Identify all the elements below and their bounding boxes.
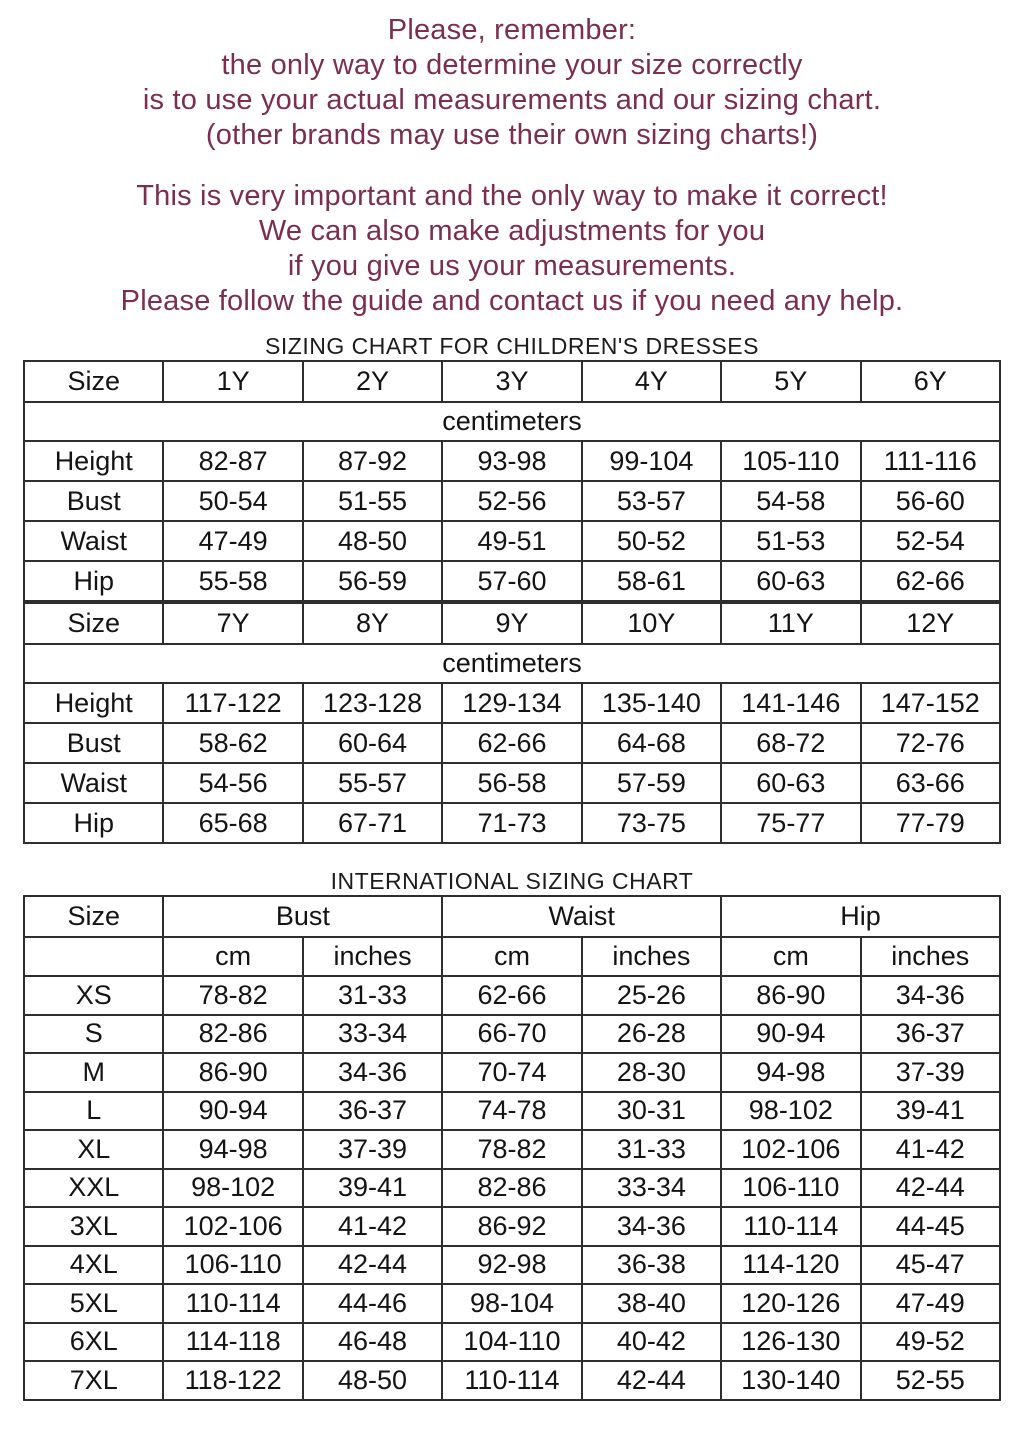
size-value-cell: 52-55 xyxy=(861,1361,1000,1400)
size-label: L xyxy=(24,1092,163,1131)
column-header: 2Y xyxy=(303,361,442,402)
measurement-row xyxy=(24,683,1000,723)
column-header: 11Y xyxy=(721,603,860,644)
size-value-cell: 51-55 xyxy=(303,481,442,521)
size-value-cell: 86-90 xyxy=(721,976,860,1015)
size-row xyxy=(24,1246,1000,1285)
size-value-cell: 62-66 xyxy=(442,976,581,1015)
intro-line: (other brands may use their own sizing charts!) xyxy=(205,119,819,151)
unit-row xyxy=(24,402,1000,441)
group-header-row xyxy=(24,896,1000,937)
size-value-cell: 41-42 xyxy=(303,1207,442,1246)
column-header: Size xyxy=(24,361,163,402)
size-row xyxy=(24,1284,1000,1323)
size-value-cell: 55-57 xyxy=(303,763,442,803)
size-header-row xyxy=(24,361,1000,402)
size-label: 6XL xyxy=(24,1323,163,1362)
size-value-cell: 57-59 xyxy=(582,763,721,803)
size-value-cell: 94-98 xyxy=(721,1053,860,1092)
column-header: 4Y xyxy=(582,361,721,402)
column-header: 7Y xyxy=(163,603,302,644)
unit-header: cm xyxy=(442,937,581,976)
unit-header: cm xyxy=(721,937,860,976)
size-value-cell: 77-79 xyxy=(861,803,1000,843)
size-value-cell: 126-130 xyxy=(721,1323,860,1362)
size-value-cell: 123-128 xyxy=(303,683,442,723)
size-value-cell: 78-82 xyxy=(163,976,302,1015)
size-value-cell: 98-102 xyxy=(721,1092,860,1131)
size-value-cell: 90-94 xyxy=(163,1092,302,1131)
size-value-cell: 86-92 xyxy=(442,1207,581,1246)
size-value-cell: 36-37 xyxy=(303,1092,442,1131)
size-label: 3XL xyxy=(24,1207,163,1246)
size-value-cell: 118-122 xyxy=(163,1361,302,1400)
intro-line: Please follow the guide and contact us if you need any help. xyxy=(120,285,904,317)
size-value-cell: 36-37 xyxy=(861,1015,1000,1054)
size-value-cell: 120-126 xyxy=(721,1284,860,1323)
unit-header: inches xyxy=(861,937,1000,976)
size-label: S xyxy=(24,1015,163,1054)
intro-line: if you give us your measurements. xyxy=(287,250,737,282)
size-value-cell: 73-75 xyxy=(582,803,721,843)
size-row xyxy=(24,976,1000,1015)
intro-text xyxy=(0,0,1024,319)
size-row xyxy=(24,1130,1000,1169)
size-value-cell: 50-54 xyxy=(163,481,302,521)
size-value-cell: 98-104 xyxy=(442,1284,581,1323)
row-label: Bust xyxy=(24,723,163,763)
size-value-cell: 33-34 xyxy=(303,1015,442,1054)
size-value-cell: 104-110 xyxy=(442,1323,581,1362)
intro-paragraph-1 xyxy=(0,13,1024,153)
size-value-cell: 106-110 xyxy=(721,1169,860,1208)
unit-label: centimeters xyxy=(24,644,1000,683)
size-value-cell: 110-114 xyxy=(163,1284,302,1323)
size-value-cell: 51-53 xyxy=(721,521,860,561)
size-value-cell: 49-51 xyxy=(442,521,581,561)
row-label: Waist xyxy=(24,521,163,561)
size-value-cell: 33-34 xyxy=(582,1169,721,1208)
intro-paragraph-2 xyxy=(0,179,1024,319)
size-row xyxy=(24,1015,1000,1054)
size-value-cell: 82-87 xyxy=(163,441,302,481)
size-value-cell: 106-110 xyxy=(163,1246,302,1285)
size-value-cell: 37-39 xyxy=(861,1053,1000,1092)
size-value-cell: 114-118 xyxy=(163,1323,302,1362)
size-value-cell: 36-38 xyxy=(582,1246,721,1285)
size-row xyxy=(24,1323,1000,1362)
size-value-cell: 40-42 xyxy=(582,1323,721,1362)
size-row xyxy=(24,1053,1000,1092)
size-value-cell: 60-63 xyxy=(721,561,860,601)
size-value-cell: 72-76 xyxy=(861,723,1000,763)
international-chart-title: INTERNATIONAL SIZING CHART xyxy=(330,868,694,894)
size-value-cell: 41-42 xyxy=(861,1130,1000,1169)
size-value-cell: 64-68 xyxy=(582,723,721,763)
size-value-cell: 82-86 xyxy=(163,1015,302,1054)
size-value-cell: 67-71 xyxy=(303,803,442,843)
measurement-row xyxy=(24,521,1000,561)
measurement-row xyxy=(24,803,1000,843)
size-value-cell: 71-73 xyxy=(442,803,581,843)
size-value-cell: 63-66 xyxy=(861,763,1000,803)
size-value-cell: 105-110 xyxy=(721,441,860,481)
size-value-cell: 58-61 xyxy=(582,561,721,601)
column-header: 9Y xyxy=(442,603,581,644)
column-header: 12Y xyxy=(861,603,1000,644)
size-value-cell: 45-47 xyxy=(861,1246,1000,1285)
size-header-row xyxy=(24,603,1000,644)
row-label: Waist xyxy=(24,763,163,803)
size-row xyxy=(24,1092,1000,1131)
measurement-row xyxy=(24,441,1000,481)
unit-header: inches xyxy=(582,937,721,976)
size-value-cell: 55-58 xyxy=(163,561,302,601)
children-size-table-2 xyxy=(23,602,1001,844)
size-row xyxy=(24,1361,1000,1400)
measurement-row xyxy=(24,561,1000,601)
size-value-cell: 129-134 xyxy=(442,683,581,723)
size-value-cell: 111-116 xyxy=(861,441,1000,481)
size-label: 5XL xyxy=(24,1284,163,1323)
row-label: Bust xyxy=(24,481,163,521)
international-size-table xyxy=(23,895,1001,1401)
size-value-cell: 54-58 xyxy=(721,481,860,521)
size-value-cell: 86-90 xyxy=(163,1053,302,1092)
size-value-cell: 42-44 xyxy=(303,1246,442,1285)
children-size-table-1 xyxy=(23,360,1001,602)
column-header: Size xyxy=(24,896,163,937)
children-chart-title: SIZING CHART FOR CHILDREN'S DRESSES xyxy=(265,333,759,359)
size-value-cell: 44-45 xyxy=(861,1207,1000,1246)
size-value-cell: 78-82 xyxy=(442,1130,581,1169)
size-row xyxy=(24,1207,1000,1246)
intro-line: This is very important and the only way to make it correct! xyxy=(136,180,888,212)
row-label: Hip xyxy=(24,803,163,843)
size-value-cell: 65-68 xyxy=(163,803,302,843)
size-value-cell: 102-106 xyxy=(163,1207,302,1246)
size-value-cell: 42-44 xyxy=(861,1169,1000,1208)
size-value-cell: 110-114 xyxy=(442,1361,581,1400)
size-value-cell: 31-33 xyxy=(582,1130,721,1169)
size-value-cell: 47-49 xyxy=(163,521,302,561)
size-value-cell: 70-74 xyxy=(442,1053,581,1092)
size-value-cell: 99-104 xyxy=(582,441,721,481)
size-value-cell: 37-39 xyxy=(303,1130,442,1169)
size-value-cell: 117-122 xyxy=(163,683,302,723)
group-header: Waist xyxy=(442,896,721,937)
size-value-cell: 66-70 xyxy=(442,1015,581,1054)
size-value-cell: 93-98 xyxy=(442,441,581,481)
size-value-cell: 110-114 xyxy=(721,1207,860,1246)
size-value-cell: 56-60 xyxy=(861,481,1000,521)
row-label: Hip xyxy=(24,561,163,601)
column-header: Size xyxy=(24,603,163,644)
size-value-cell: 114-120 xyxy=(721,1246,860,1285)
size-value-cell: 92-98 xyxy=(442,1246,581,1285)
size-value-cell: 62-66 xyxy=(442,723,581,763)
size-value-cell: 30-31 xyxy=(582,1092,721,1131)
size-value-cell: 82-86 xyxy=(442,1169,581,1208)
size-value-cell: 135-140 xyxy=(582,683,721,723)
column-header: 10Y xyxy=(582,603,721,644)
size-value-cell: 44-46 xyxy=(303,1284,442,1323)
intro-line: We can also make adjustments for you xyxy=(258,215,766,247)
size-value-cell: 25-26 xyxy=(582,976,721,1015)
unit-header: inches xyxy=(303,937,442,976)
size-value-cell: 57-60 xyxy=(442,561,581,601)
empty-cell xyxy=(24,937,163,976)
size-value-cell: 56-59 xyxy=(303,561,442,601)
row-label: Height xyxy=(24,441,163,481)
unit-header: cm xyxy=(163,937,302,976)
size-label: 7XL xyxy=(24,1361,163,1400)
size-value-cell: 53-57 xyxy=(582,481,721,521)
size-value-cell: 87-92 xyxy=(303,441,442,481)
size-value-cell: 90-94 xyxy=(721,1015,860,1054)
group-header: Hip xyxy=(721,896,1000,937)
column-header: 3Y xyxy=(442,361,581,402)
measurement-row xyxy=(24,723,1000,763)
size-value-cell: 48-50 xyxy=(303,521,442,561)
size-value-cell: 39-41 xyxy=(303,1169,442,1208)
row-label: Height xyxy=(24,683,163,723)
size-value-cell: 98-102 xyxy=(163,1169,302,1208)
size-value-cell: 56-58 xyxy=(442,763,581,803)
column-header: 1Y xyxy=(163,361,302,402)
size-value-cell: 58-62 xyxy=(163,723,302,763)
size-value-cell: 75-77 xyxy=(721,803,860,843)
size-value-cell: 62-66 xyxy=(861,561,1000,601)
unit-label: centimeters xyxy=(24,402,1000,441)
size-label: XXL xyxy=(24,1169,163,1208)
size-value-cell: 54-56 xyxy=(163,763,302,803)
column-header: 5Y xyxy=(721,361,860,402)
size-value-cell: 26-28 xyxy=(582,1015,721,1054)
size-value-cell: 46-48 xyxy=(303,1323,442,1362)
size-value-cell: 28-30 xyxy=(582,1053,721,1092)
size-value-cell: 49-52 xyxy=(861,1323,1000,1362)
intro-paragraph-spacer xyxy=(0,153,1024,179)
size-label: 4XL xyxy=(24,1246,163,1285)
size-value-cell: 50-52 xyxy=(582,521,721,561)
size-value-cell: 52-54 xyxy=(861,521,1000,561)
size-value-cell: 130-140 xyxy=(721,1361,860,1400)
size-value-cell: 147-152 xyxy=(861,683,1000,723)
size-value-cell: 47-49 xyxy=(861,1284,1000,1323)
group-header: Bust xyxy=(163,896,442,937)
size-value-cell: 102-106 xyxy=(721,1130,860,1169)
measurement-row xyxy=(24,481,1000,521)
size-value-cell: 34-36 xyxy=(861,976,1000,1015)
size-value-cell: 38-40 xyxy=(582,1284,721,1323)
size-value-cell: 68-72 xyxy=(721,723,860,763)
size-value-cell: 42-44 xyxy=(582,1361,721,1400)
size-label: XL xyxy=(24,1130,163,1169)
size-value-cell: 34-36 xyxy=(303,1053,442,1092)
size-value-cell: 60-63 xyxy=(721,763,860,803)
column-header: 6Y xyxy=(861,361,1000,402)
size-row xyxy=(24,1169,1000,1208)
size-value-cell: 48-50 xyxy=(303,1361,442,1400)
size-value-cell: 141-146 xyxy=(721,683,860,723)
unit-row xyxy=(24,644,1000,683)
unit-header-row xyxy=(24,937,1000,976)
size-value-cell: 31-33 xyxy=(303,976,442,1015)
size-value-cell: 52-56 xyxy=(442,481,581,521)
size-value-cell: 60-64 xyxy=(303,723,442,763)
size-value-cell: 39-41 xyxy=(861,1092,1000,1131)
size-value-cell: 94-98 xyxy=(163,1130,302,1169)
size-label: M xyxy=(24,1053,163,1092)
column-header: 8Y xyxy=(303,603,442,644)
intro-line: is to use your actual measurements and our sizing chart. xyxy=(142,84,882,116)
size-value-cell: 74-78 xyxy=(442,1092,581,1131)
measurement-row xyxy=(24,763,1000,803)
intro-line: the only way to determine your size correctly xyxy=(221,49,803,81)
size-value-cell: 34-36 xyxy=(582,1207,721,1246)
intro-line: Please, remember: xyxy=(387,14,637,46)
size-label: XS xyxy=(24,976,163,1015)
